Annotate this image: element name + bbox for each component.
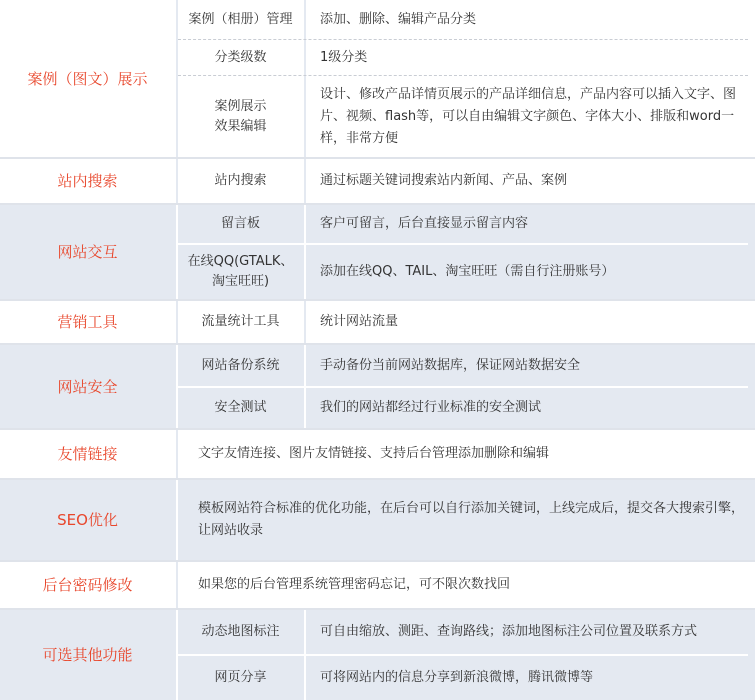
feature-name	[178, 345, 303, 386]
cell-text: 案例展示 效果编辑	[214, 98, 267, 134]
cell-text: SEO优化	[57, 511, 118, 529]
cell-text: 分类级数	[214, 50, 267, 65]
cell-text: 模板网站符合标准的优化功能，在后台可以自行添加关键词，上线完成后，提交各大搜索引擎，让网站收录	[198, 501, 745, 538]
feature-group	[0, 205, 755, 299]
cell-text: 设计、修改产品详情页展示的产品详细信息，产品内容可以插入文字、图片、视频、flash等，可以自由编辑文字颜色、字体大小、排版和word一样，非常方便	[320, 86, 737, 146]
cell-text: 后台密码修改	[42, 576, 133, 594]
feature-name	[178, 40, 303, 76]
feature-description	[306, 205, 746, 243]
feature-description	[178, 562, 748, 608]
feature-description	[306, 159, 746, 203]
feature-description	[306, 245, 746, 299]
feature-name	[178, 0, 303, 40]
cell-text: 文字友情连接、图片友情链接、支持后台管理添加删除和编辑	[198, 446, 550, 461]
feature-group	[0, 345, 755, 428]
feature-description	[306, 388, 746, 428]
feature-group	[0, 610, 755, 700]
category-label	[0, 301, 175, 343]
category-label	[0, 562, 175, 608]
cell-text: 网站安全	[57, 377, 118, 396]
feature-group	[0, 430, 755, 478]
cell-text: 安全测试	[214, 400, 267, 415]
cell-text: 通过标题关键词搜索站内新闻、产品、案例	[320, 173, 568, 188]
cell-text: 留言板	[220, 216, 260, 231]
cell-text: 我们的网站都经过行业标准的安全测试	[320, 400, 542, 415]
cell-text: 可选其他功能	[42, 646, 133, 664]
cell-text: 网站交互	[57, 243, 118, 261]
category-label	[0, 610, 175, 700]
category-label	[0, 159, 175, 203]
row-divider	[178, 243, 748, 245]
cell-text: 站内搜索	[57, 172, 118, 190]
row-divider	[178, 386, 748, 388]
cell-text: 可将网站内的信息分享到新浪微博，腾讯微博等	[320, 670, 594, 685]
cell-text: 动态地图标注	[201, 624, 280, 639]
cell-text: 添加在线QQ、TAIL、淘宝旺旺（需自行注册账号）	[320, 264, 615, 279]
feature-description	[306, 656, 746, 700]
category-label	[0, 0, 175, 157]
row-divider	[178, 75, 748, 76]
feature-name	[178, 245, 303, 299]
feature-name	[178, 656, 303, 700]
cell-text: 如果您的后台管理系统管理密码忘记，可不限次数找回	[198, 577, 511, 592]
cell-text: 1级分类	[320, 50, 368, 65]
feature-name	[178, 388, 303, 428]
feature-description	[306, 301, 746, 343]
feature-description	[306, 0, 746, 40]
feature-description	[306, 345, 746, 386]
row-divider	[178, 39, 748, 40]
feature-group	[0, 301, 755, 343]
cell-text: 网站备份系统	[201, 357, 280, 373]
cell-text: 添加、删除、编辑产品分类	[320, 12, 477, 27]
feature-name	[178, 301, 303, 343]
feature-group	[0, 0, 755, 157]
feature-name	[178, 159, 303, 203]
cell-text: 营销工具	[57, 313, 118, 331]
feature-group	[0, 159, 755, 203]
feature-name	[178, 76, 303, 157]
cell-text: 案例（相册）管理	[188, 12, 293, 27]
cell-text: 流量统计工具	[201, 314, 280, 329]
feature-name	[178, 610, 303, 654]
category-label	[0, 480, 175, 560]
cell-text: 案例（图文）展示	[27, 69, 148, 88]
cell-text: 站内搜索	[214, 173, 267, 188]
feature-description	[178, 480, 748, 560]
feature-name	[178, 205, 303, 243]
category-label	[0, 205, 175, 299]
feature-group	[0, 562, 755, 608]
cell-text: 手动备份当前网站数据库，保证网站数据安全	[320, 357, 581, 373]
feature-description	[306, 610, 746, 654]
cell-text: 友情链接	[57, 445, 118, 463]
cell-text: 可自由缩放、测距、查询路线；添加地图标注公司位置及联系方式	[320, 624, 698, 639]
feature-description	[178, 430, 748, 478]
feature-group	[0, 480, 755, 560]
feature-description	[306, 40, 746, 76]
category-label	[0, 430, 175, 478]
cell-text: 在线QQ(GTALK、 淘宝旺旺)	[187, 254, 294, 289]
cell-text: 客户可留言，后台直接显示留言内容	[320, 216, 529, 231]
feature-description	[306, 76, 746, 157]
cell-text: 网页分享	[214, 670, 267, 685]
row-divider	[178, 654, 748, 656]
category-label	[0, 345, 175, 428]
cell-text: 统计网站流量	[320, 314, 399, 329]
